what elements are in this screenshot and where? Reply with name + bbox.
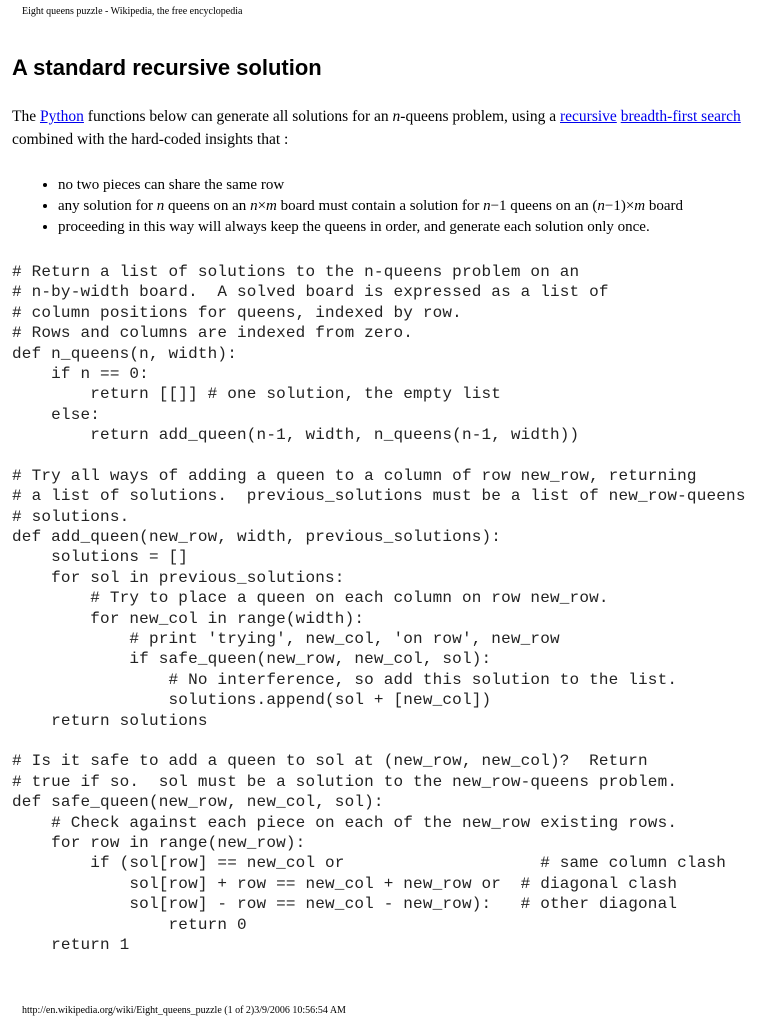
code-line: solutions = [] — [12, 548, 189, 567]
code-line: sol[row] - row == new_col - new_row): # other diagonal — [12, 895, 678, 914]
code-block — [12, 262, 746, 955]
code-line: return 0 — [12, 915, 247, 934]
code-line: # column positions for queens, indexed by row. — [12, 303, 462, 322]
code-line: sol[row] + row == new_col + new_row or # diagonal clash — [12, 874, 678, 893]
code-line: # Is it safe to add a queen to sol at (new_row, new_col)? Return — [12, 752, 648, 771]
recursive-link[interactable]: recursive — [560, 108, 617, 125]
code-line: for sol in previous_solutions: — [12, 568, 345, 587]
print-footer-url: http://en.wikipedia.org/wiki/Eight_queens_puzzle (1 of 2)3/9/2006 10:56:54 AM — [22, 1005, 346, 1016]
list-text: −1 queens on an ( — [490, 198, 598, 214]
code-line — [12, 731, 746, 751]
times-symbol: × — [257, 198, 267, 214]
code-line: # true if so. sol must be a solution to the new_row-queens problem. — [12, 772, 678, 791]
code-line: # solutions. — [12, 507, 130, 526]
code-line — [12, 446, 746, 466]
code-line: # Return a list of solutions to the n-queens problem on an — [12, 263, 580, 281]
code-line: return [[]] # one solution, the empty list — [12, 385, 502, 404]
intro-text-1: The — [12, 108, 40, 125]
italic-n: n — [597, 198, 605, 214]
code-line: # a list of solutions. previous_solutions must be a list of new_row-queens — [12, 487, 746, 506]
code-line: def safe_queen(new_row, new_col, sol): — [12, 793, 384, 812]
list-item: • no two pieces can share the same row — [58, 175, 756, 196]
code-line: # Try to place a queen on each column on row new_row. — [12, 589, 609, 608]
code-line: return 1 — [12, 935, 130, 954]
intro-text-5: combined with the hard-coded insights that : — [12, 131, 289, 148]
code-line: def add_queen(new_row, width, previous_solutions): — [12, 528, 502, 547]
italic-m: m — [266, 198, 277, 214]
italic-n: n — [250, 198, 258, 214]
code-line: # n-by-width board. A solved board is expressed as a list of — [12, 283, 609, 302]
intro-n-italic: n — [392, 108, 401, 125]
code-line: def n_queens(n, width): — [12, 344, 237, 363]
italic-n: n — [156, 198, 165, 214]
intro-paragraph — [12, 105, 756, 151]
code-line: # Try all ways of adding a queen to a column of row new_row, returning — [12, 466, 697, 485]
list-text: queens on an — [164, 198, 251, 214]
list-text: any solution for — [58, 198, 157, 214]
code-line: if safe_queen(new_row, new_col, sol): — [12, 650, 492, 669]
section-heading: A standard recursive solution — [12, 55, 322, 80]
list-item: • proceeding in this way will always keep the queens in order, and generate each solution only once. — [58, 217, 756, 238]
italic-n: n — [483, 198, 491, 214]
code-line: # No interference, so add this solution to the list. — [12, 670, 678, 689]
list-text: board — [645, 198, 684, 214]
python-link[interactable]: Python — [39, 108, 84, 125]
insights-list — [12, 175, 756, 238]
code-line: for row in range(new_row): — [12, 833, 306, 852]
code-line: for new_col in range(width): — [12, 609, 365, 628]
code-line: solutions.append(sol + [new_col]) — [12, 691, 492, 710]
intro-text-2: functions below can generate all solutions for an — [83, 108, 393, 125]
italic-m: m — [634, 198, 646, 214]
code-line: if n == 0: — [12, 364, 149, 383]
print-header-title: Eight queens puzzle - Wikipedia, the free encyclopedia — [22, 6, 243, 17]
code-line: if (sol[row] == new_col or # same column clash — [12, 854, 727, 873]
code-line: # Check against each piece on each of the new_row existing rows. — [12, 813, 678, 832]
list-item — [58, 196, 756, 217]
code-line: else: — [12, 405, 101, 424]
code-line: return add_queen(n-1, width, n_queens(n-1, width)) — [12, 426, 580, 445]
list-text: −1)× — [604, 198, 635, 214]
intro-text-3: -queens problem, using a — [400, 108, 560, 125]
code-line: # print 'trying', new_col, 'on row', new_row — [12, 630, 560, 649]
code-line: # Rows and columns are indexed from zero. — [12, 324, 414, 343]
list-text: board must contain a solution for — [276, 198, 484, 214]
code-line: return solutions — [12, 711, 208, 730]
breadth-first-search-link[interactable]: breadth-first search — [620, 108, 741, 125]
